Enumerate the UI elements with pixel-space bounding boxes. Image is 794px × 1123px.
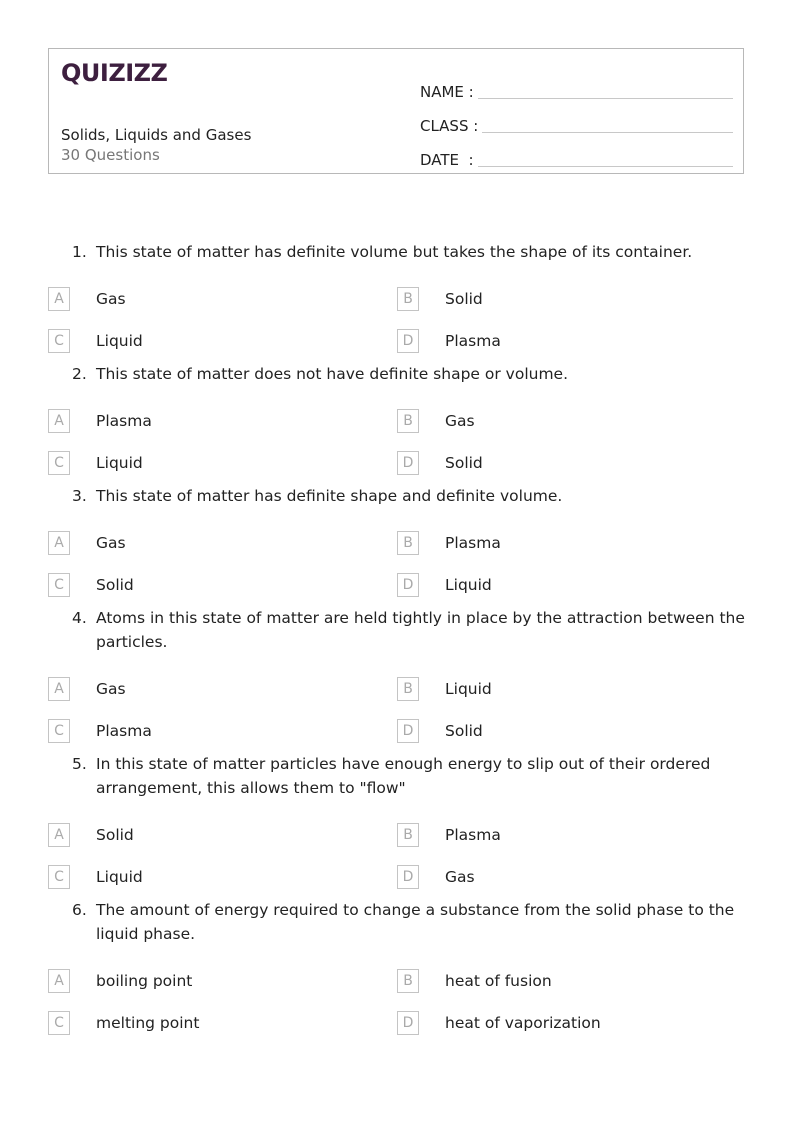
question-row — [48, 240, 748, 264]
option-letter-box[interactable]: D — [397, 1011, 419, 1035]
question-number — [48, 484, 96, 508]
question-item — [48, 240, 748, 354]
option-text: Solid — [96, 826, 134, 844]
answer-options — [48, 408, 748, 476]
answer-option[interactable] — [397, 530, 746, 556]
question-text: In this state of matter particles have enough energy to slip out of their ordered arrangement, this allows them to "flow" — [96, 755, 711, 797]
answer-option[interactable] — [397, 408, 746, 434]
option-text: Plasma — [445, 332, 501, 350]
question-number — [48, 606, 96, 654]
option-letter-box[interactable]: A — [48, 531, 70, 555]
question-text: The amount of energy required to change a substance from the solid phase to the liquid phase. — [96, 901, 735, 943]
question-number-text: 5. — [72, 755, 87, 773]
answer-options — [48, 676, 748, 744]
answer-options — [48, 822, 748, 890]
question-text: This state of matter has definite shape and definite volume. — [96, 487, 563, 505]
question-item — [48, 362, 748, 476]
option-letter-box[interactable]: D — [397, 451, 419, 475]
question-number-text: 4. — [72, 609, 87, 627]
answer-option[interactable] — [48, 822, 397, 848]
answer-option[interactable] — [48, 286, 397, 312]
option-letter-box[interactable]: B — [397, 531, 419, 555]
question-text: Atoms in this state of matter are held tightly in place by the attraction between the particles. — [96, 609, 745, 651]
answer-option[interactable] — [48, 1010, 397, 1036]
question-number — [48, 362, 96, 386]
option-text: Gas — [96, 534, 126, 552]
date-label: DATE : — [420, 151, 474, 169]
answer-option[interactable] — [48, 968, 397, 994]
answer-option[interactable] — [48, 718, 397, 744]
option-letter-box[interactable]: C — [48, 451, 70, 475]
answer-option[interactable] — [397, 718, 746, 744]
option-text: heat of vaporization — [445, 1014, 601, 1032]
answer-option[interactable] — [48, 328, 397, 354]
answer-option[interactable] — [48, 864, 397, 890]
option-letter-box[interactable]: A — [48, 409, 70, 433]
option-text: Solid — [445, 454, 483, 472]
option-letter-box[interactable]: A — [48, 969, 70, 993]
option-letter-box[interactable]: C — [48, 865, 70, 889]
option-text: boiling point — [96, 972, 193, 990]
question-row — [48, 484, 748, 508]
answer-options — [48, 286, 748, 354]
date-field[interactable] — [420, 135, 733, 169]
answer-option[interactable] — [48, 572, 397, 598]
option-letter-box[interactable]: B — [397, 409, 419, 433]
answer-option[interactable] — [397, 572, 746, 598]
class-line[interactable] — [482, 131, 733, 133]
question-number — [48, 898, 96, 946]
question-number-text: 2. — [72, 365, 87, 383]
class-label: CLASS : — [420, 117, 479, 135]
answer-options — [48, 530, 748, 598]
answer-option[interactable] — [397, 1010, 746, 1036]
option-text: Solid — [445, 722, 483, 740]
worksheet-header — [48, 48, 744, 174]
option-text: Liquid — [96, 868, 143, 886]
option-text: Gas — [445, 412, 475, 430]
option-letter-box[interactable]: D — [397, 573, 419, 597]
option-letter-box[interactable]: C — [48, 573, 70, 597]
option-text: Gas — [445, 868, 475, 886]
option-text: Plasma — [445, 534, 501, 552]
question-number-text: 6. — [72, 901, 87, 919]
option-letter-box[interactable]: C — [48, 1011, 70, 1035]
question-row — [48, 898, 748, 946]
answer-option[interactable] — [48, 530, 397, 556]
option-text: Plasma — [96, 412, 152, 430]
worksheet-title: Solids, Liquids and Gases — [61, 126, 252, 144]
question-number-text: 1. — [72, 243, 87, 261]
option-letter-box[interactable]: C — [48, 329, 70, 353]
question-number-text: 3. — [72, 487, 87, 505]
answer-option[interactable] — [48, 408, 397, 434]
option-text: melting point — [96, 1014, 200, 1032]
option-letter-box[interactable]: A — [48, 677, 70, 701]
option-text: Gas — [96, 680, 126, 698]
option-letter-box[interactable]: A — [48, 823, 70, 847]
option-text: Liquid — [96, 332, 143, 350]
answer-option[interactable] — [397, 864, 746, 890]
answer-options — [48, 968, 748, 1036]
question-number — [48, 240, 96, 264]
option-text: Solid — [445, 290, 483, 308]
question-row — [48, 752, 748, 800]
question-item — [48, 752, 748, 890]
answer-option[interactable] — [397, 328, 746, 354]
option-letter-box[interactable]: D — [397, 719, 419, 743]
option-letter-box[interactable]: B — [397, 677, 419, 701]
question-row — [48, 362, 748, 386]
option-text: Plasma — [445, 826, 501, 844]
option-letter-box[interactable]: C — [48, 719, 70, 743]
option-text: Solid — [96, 576, 134, 594]
option-text: heat of fusion — [445, 972, 552, 990]
option-letter-box[interactable]: D — [397, 865, 419, 889]
name-label: NAME : — [420, 83, 474, 101]
option-letter-box[interactable]: B — [397, 823, 419, 847]
question-text: This state of matter does not have definite shape or volume. — [96, 365, 569, 383]
option-text: Plasma — [96, 722, 152, 740]
option-text: Liquid — [445, 680, 492, 698]
option-text: Gas — [96, 290, 126, 308]
option-letter-box[interactable]: D — [397, 329, 419, 353]
date-line[interactable] — [478, 165, 733, 167]
answer-option[interactable] — [48, 676, 397, 702]
question-text: This state of matter has definite volume but takes the shape of its container. — [96, 243, 693, 261]
option-letter-box[interactable]: A — [48, 287, 70, 311]
answer-option[interactable] — [397, 676, 746, 702]
option-text: Liquid — [445, 576, 492, 594]
question-item — [48, 898, 748, 1036]
answer-option[interactable] — [397, 968, 746, 994]
quizizz-logo: QUIZIZZ — [61, 59, 168, 87]
question-list — [48, 240, 748, 1044]
question-count: 30 Questions — [61, 146, 160, 164]
name-field[interactable] — [420, 67, 733, 101]
answer-option[interactable] — [397, 286, 746, 312]
answer-option[interactable] — [397, 822, 746, 848]
answer-option[interactable] — [48, 450, 397, 476]
student-info-fields — [420, 67, 733, 169]
answer-option[interactable] — [397, 450, 746, 476]
class-field[interactable] — [420, 101, 733, 135]
question-item — [48, 606, 748, 744]
option-letter-box[interactable]: B — [397, 969, 419, 993]
option-text: Liquid — [96, 454, 143, 472]
question-number — [48, 752, 96, 800]
question-row — [48, 606, 748, 654]
option-letter-box[interactable]: B — [397, 287, 419, 311]
question-item — [48, 484, 748, 598]
name-line[interactable] — [478, 97, 733, 99]
